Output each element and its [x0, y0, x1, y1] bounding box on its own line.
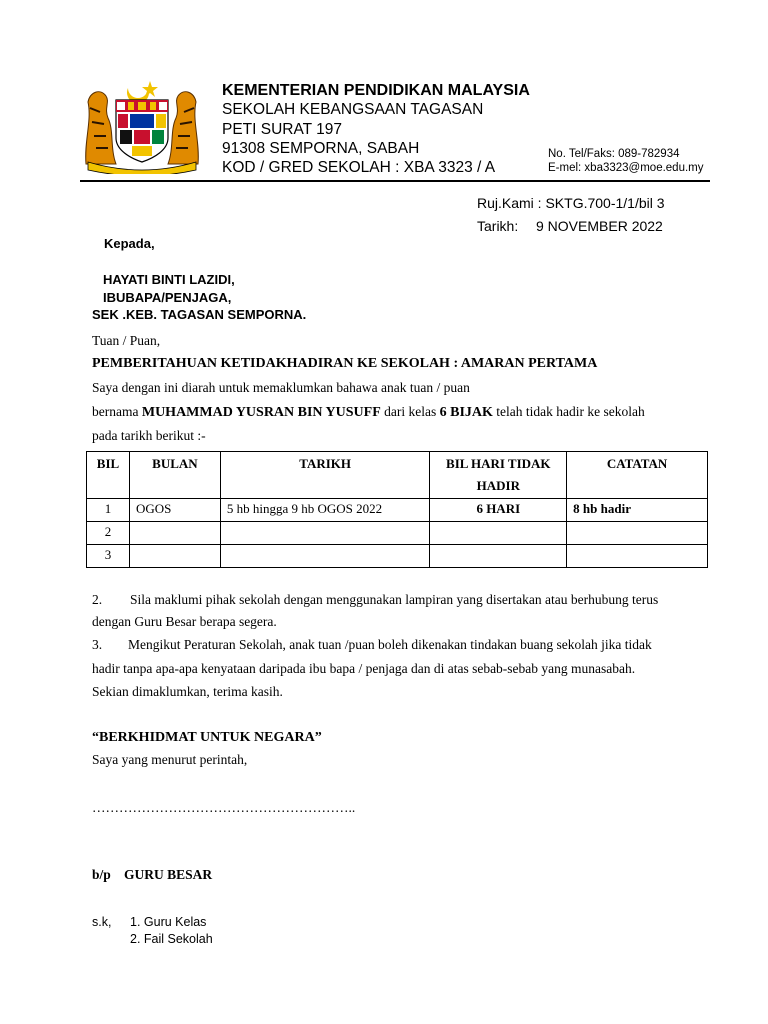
cell-bil: 2 — [87, 522, 130, 545]
cc-item-1: 1. Guru Kelas — [130, 915, 207, 929]
header-catatan: CATATAN — [567, 452, 708, 499]
header-bil-hari-l1: BIL HARI TIDAK — [446, 456, 551, 471]
para-3-line-2: hadir tanpa apa-apa kenyataan daripada ibu bapa / penjaga dan di atas sebab-sebab yang munasabah. — [92, 661, 636, 676]
date-value: 9 NOVEMBER 2022 — [536, 218, 663, 234]
cell-hari — [430, 522, 567, 545]
intro-line-1: Saya dengan ini diarah untuk memaklumkan bahawa anak tuan / puan — [92, 380, 470, 395]
header-bil-hari — [430, 452, 567, 499]
cell-catatan — [567, 545, 708, 568]
signatory-title: GURU BESAR — [124, 867, 213, 882]
cell-bulan — [129, 545, 220, 568]
intro-line-3: pada tarikh berikut :- — [92, 428, 206, 443]
table-row — [87, 545, 708, 568]
email: E-mel: xba3323@moe.edu.my — [548, 162, 704, 174]
header-bil: BIL — [87, 452, 130, 499]
para-3-number: 3. — [92, 637, 103, 652]
cell-bil: 1 — [87, 499, 130, 522]
recipient-name: HAYATI BINTI LAZIDI, — [103, 272, 235, 287]
para-2-number: 2. — [92, 592, 103, 607]
motto: “BERKHIDMAT UNTUK NEGARA” — [92, 730, 322, 745]
jata-negara-crest-logo — [80, 78, 204, 174]
cell-hari: 6 HARI — [430, 499, 567, 522]
salutation: Tuan / Puan, — [92, 333, 161, 348]
recipient-school: SEK .KEB. TAGASAN SEMPORNA. — [92, 307, 307, 322]
intro-mid: dari kelas — [380, 404, 440, 419]
phone-fax: No. Tel/Faks: 089-782934 — [548, 148, 680, 160]
letter-subject: PEMBERITAHUAN KETIDAKHADIRAN KE SEKOLAH : AMARAN PERTAMA — [92, 356, 598, 371]
header-bil-hari-l2: HADIR — [476, 478, 520, 493]
cell-tarikh: 5 hb hingga 9 hb OGOS 2022 — [220, 499, 430, 522]
cell-bulan — [129, 522, 220, 545]
intro-line-2 — [92, 404, 645, 421]
po-box: PETI SURAT 197 — [222, 121, 343, 138]
signatory-bp: b/p — [92, 867, 111, 882]
cell-bulan: OGOS — [129, 499, 220, 522]
reference-number: Ruj.Kami : SKTG.700-1/1/bil 3 — [477, 195, 665, 211]
school-code: KOD / GRED SEKOLAH : XBA 3323 / A — [222, 159, 496, 176]
sign-off: Saya yang menurut perintah, — [92, 752, 248, 767]
header-bulan: BULAN — [129, 452, 220, 499]
absence-table — [86, 451, 708, 568]
cell-hari — [430, 545, 567, 568]
letterhead-divider — [80, 180, 710, 182]
intro-prefix: bernama — [92, 404, 142, 419]
intro-suffix: telah tidak hadir ke sekolah — [492, 404, 645, 419]
para-2-line-2: dengan Guru Besar berapa segera. — [92, 614, 277, 629]
cc-item-2: 2. Fail Sekolah — [130, 932, 213, 946]
student-class: 6 BIJAK — [439, 405, 493, 420]
postcode-city: 91308 SEMPORNA, SABAH — [222, 140, 420, 157]
table-row — [87, 499, 708, 522]
recipient-role: IBUBAPA/PENJAGA, — [103, 290, 232, 305]
student-name: MUHAMMAD YUSRAN BIN YUSUFF — [141, 405, 381, 420]
closing-line: Sekian dimaklumkan, terima kasih. — [92, 684, 283, 699]
ministry-name: KEMENTERIAN PENDIDIKAN MALAYSIA — [222, 82, 530, 99]
para-2-line-1: Sila maklumi pihak sekolah dengan menggunakan lampiran yang disertakan atau berhubung terus — [130, 592, 659, 607]
table-row — [87, 522, 708, 545]
table-header-row — [87, 452, 708, 499]
recipient-kepada: Kepada, — [104, 236, 155, 251]
header-tarikh: TARIKH — [220, 452, 430, 499]
date-label: Tarikh: — [477, 218, 519, 234]
cell-tarikh — [220, 545, 430, 568]
school-name: SEKOLAH KEBANGSAAN TAGASAN — [222, 101, 484, 118]
cc-label: s.k, — [92, 915, 112, 929]
cell-catatan — [567, 522, 708, 545]
cell-tarikh — [220, 522, 430, 545]
cell-bil: 3 — [87, 545, 130, 568]
cell-catatan: 8 hb hadir — [567, 499, 708, 522]
para-3-line-1: Mengikut Peraturan Sekolah, anak tuan /puan boleh dikenakan tindakan buang sekolah jika tidak — [128, 637, 652, 652]
signature-line: ………………………………………………….. — [92, 800, 356, 815]
